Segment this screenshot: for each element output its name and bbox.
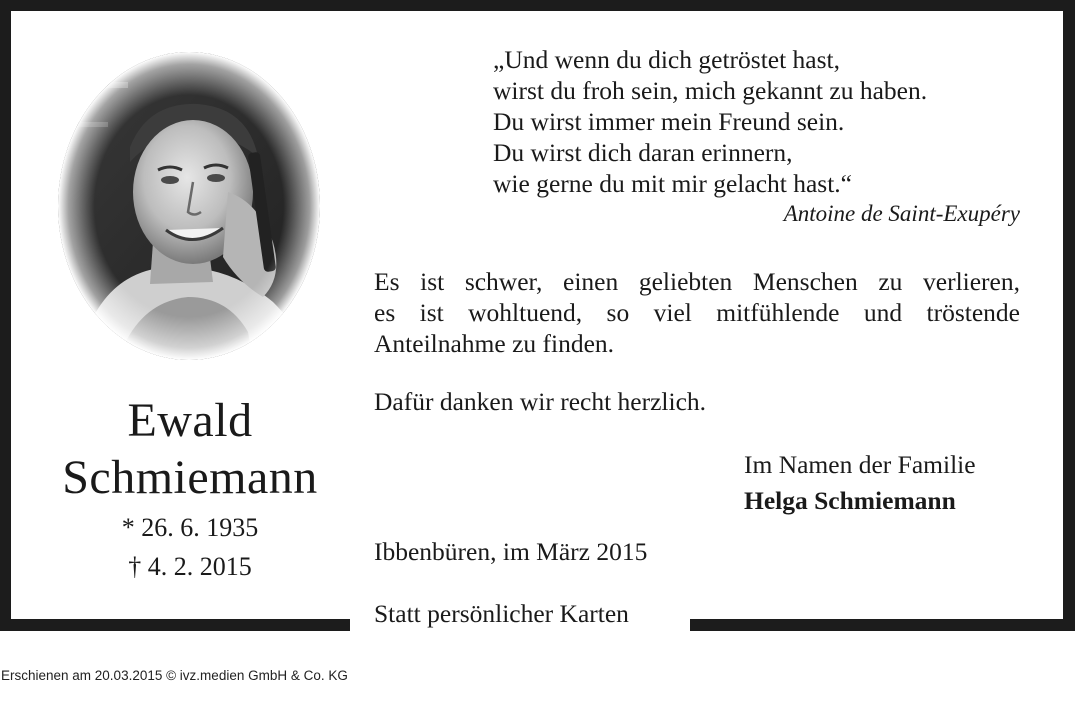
message-line: Es ist schwer, einen geliebten Menschen zu verlieren, (374, 267, 1020, 296)
frame-left-border (0, 0, 11, 631)
deceased-info (30, 392, 350, 586)
quote-line: Du wirst dich daran erinnern, (493, 138, 793, 167)
death-date: † 4. 2. 2015 (128, 552, 252, 581)
deceased-last-name: Schmiemann (62, 451, 318, 504)
quote-line: „Und wenn du dich getröstet hast, (493, 45, 841, 74)
frame-bottom-right-border (690, 619, 1075, 631)
signature-name: Helga Schmiemann (744, 486, 956, 515)
quote-line: wirst du froh sein, mich gekannt zu haben. (493, 76, 928, 105)
signature-block (744, 447, 976, 519)
frame-bottom-left-border (0, 619, 350, 631)
no-cards-notice: Statt persönlicher Karten (374, 599, 629, 628)
quote-line: wie gerne du mit mir gelacht hast.“ (493, 169, 853, 198)
quote-author: Antoine de Saint-Exupéry (783, 201, 1020, 226)
signature-on-behalf: Im Namen der Familie (744, 450, 976, 479)
message-line: Anteilnahme zu finden. (374, 329, 615, 358)
message-paragraph (374, 266, 1020, 359)
portrait-photo (58, 52, 320, 360)
deceased-first-name: Ewald (127, 394, 253, 447)
quote-block (493, 44, 1023, 199)
frame-top-border (0, 0, 1075, 11)
quote-line: Du wirst immer mein Freund sein. (493, 107, 845, 136)
publication-footer: Erschienen am 20.03.2015 © ivz.medien GmbH & Co. KG (1, 668, 348, 683)
message-line: es ist wohltuend, so viel mitfühlende und tröstende (374, 298, 1020, 327)
portrait-image (58, 52, 320, 360)
frame-right-border (1063, 0, 1075, 631)
thanks-text: Dafür danken wir recht herzlich. (374, 387, 707, 416)
place-date: Ibbenbüren, im März 2015 (374, 537, 648, 566)
birth-date: * 26. 6. 1935 (121, 513, 259, 542)
